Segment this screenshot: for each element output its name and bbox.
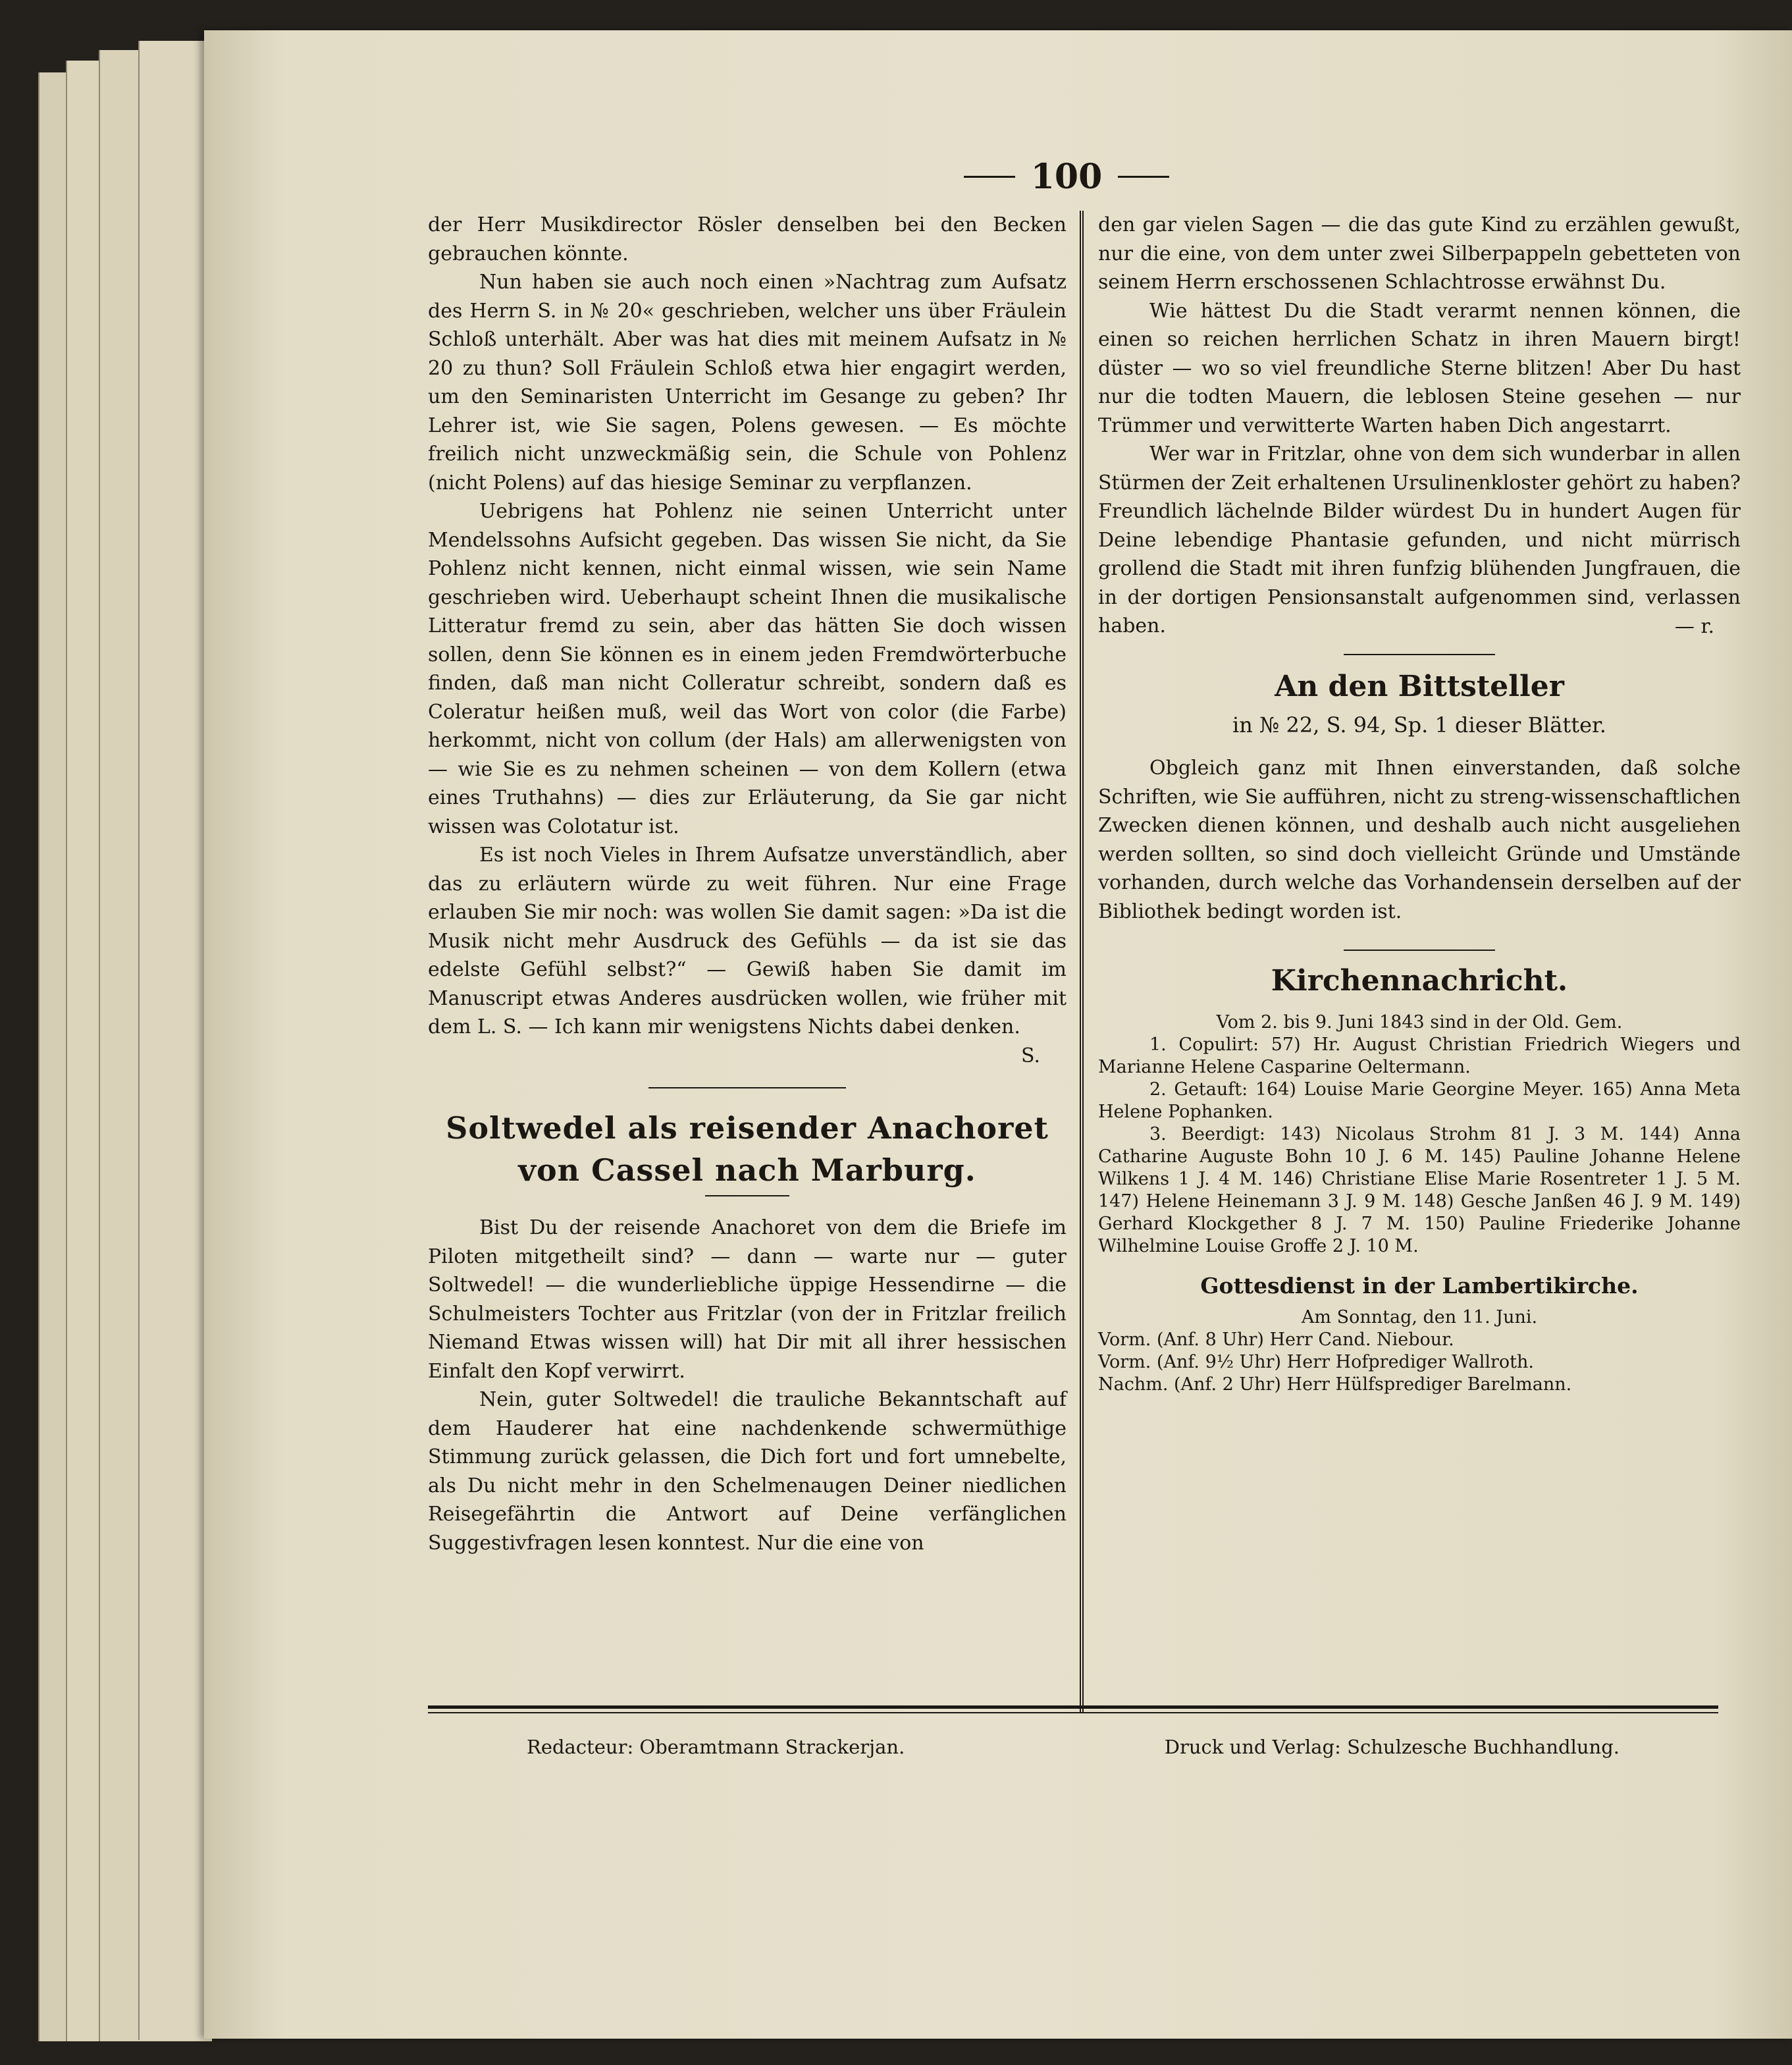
article-paragraph: Bist Du der reisende Anachoret von dem die Briefe im Piloten mitgetheilt sind? — dann — warte nur — guter Soltwedel! — die wunderliebliche üppige Hessendirne — die Schulmeisters Tochter aus Fritzlar (von der in Fritzlar freilich Niemand Etwas wissen will) hat Dir mit all ihrer hessischen Einfalt den Kopf verwirrt.	[428, 1216, 1067, 1383]
right-column	[1098, 211, 1741, 1396]
footer-rule	[428, 1705, 1718, 1713]
section-divider	[1344, 654, 1495, 655]
gottesdienst-title: Gottesdienst in der Lambertikirche.	[1200, 1273, 1639, 1299]
page-number-value: 100	[1030, 156, 1103, 197]
left-paragraph: Es ist noch Vieles in Ihrem Aufsatze unverständlich, aber das zu erläutern würde zu weit führen. Nur eine Frage erlauben Sie mir noch: was wollen Sie damit sagen: »Da ist die Musik nicht mehr Ausdruck des Gefühls — da ist sie das edelste Gefühl selbst?“ — Gewiß haben Sie damit im Manuscript etwas Anderes ausdrücken wollen, wie früher mit dem L. S. — Ich kann mir wenigstens Nichts dabei denken.	[428, 844, 1067, 1038]
title-divider	[705, 1195, 789, 1196]
gottesdienst-item: Nachm. (Anf. 2 Uhr) Herr Hülfsprediger Barelmann.	[1098, 1374, 1572, 1395]
kirchennachricht-item: 1. Copulirt: 57) Hr. August Christian Friedrich Wiegers und Marianne Helene Casparine Oeltermann.	[1098, 1034, 1741, 1077]
kirchennachricht-item: 2. Getauft: 164) Louise Marie Georgine Meyer. 165) Anna Meta Helene Pophanken.	[1098, 1079, 1741, 1122]
page-number-dash	[1118, 176, 1169, 178]
left-paragraph: Nun haben sie auch noch einen »Nachtrag zum Aufsatz des Herrn S. in № 20« geschrieben, welcher uns über Fräulein Schloß unterhält. Aber was hat dies mit meinem Aufsatz in № 20 zu thun? Soll Fräulein Schloß etwa hier engagirt werden, um den Seminaristen Unterricht im Gesange zu geben? Ihr Lehrer ist, wie Sie sagen, Polens gewesen. — Es möchte freilich nicht unzweckmäßig sein, die Schule von Pohlenz (nicht Polens) auf das hiesige Seminar zu verpflanzen.	[428, 271, 1067, 495]
gottesdienst-date: Am Sonntag, den 11. Juni.	[1301, 1307, 1538, 1328]
section-divider	[1344, 950, 1495, 951]
kirchennachricht-intro: Vom 2. bis 9. Juni 1843 sind in der Old. Gem.	[1216, 1012, 1623, 1032]
left-signature: S.	[1020, 1044, 1040, 1067]
right-continuation: den gar vielen Sagen — die das gute Kind zu erzählen gewußt, nur die eine, von dem unter zwei Silberpappeln gebetteten von seinem Herrn erschossenen Schlachtrosse erwähnst Du.	[1098, 213, 1741, 294]
right-signature: — r.	[1674, 614, 1714, 638]
column-divider	[1080, 211, 1084, 1712]
left-paragraph: der Herr Musikdirector Rösler denselben bei den Becken gebrauchen könnte.	[428, 213, 1067, 265]
footer-editor: Redacteur: Oberamtmann Strackerjan.	[527, 1736, 905, 1758]
footer-publisher: Druck und Verlag: Schulzesche Buchhandlung.	[1164, 1736, 1620, 1758]
bittsteller-title: An den Bittsteller	[1275, 670, 1564, 703]
kirchennachricht-title: Kirchennachricht.	[1271, 964, 1568, 998]
right-paragraph: Wie hättest Du die Stadt verarmt nennen können, die einen so reichen herrlichen Schatz in ihren Mauern birgt! düster — wo so viel freundliche Sterne blitzen! Aber Du hast nur die todten Mauern, die leblosen Steine gesehen — nur Trümmer und verwitterte Warten haben Dich angestarrt.	[1098, 299, 1741, 437]
kirchennachricht-item: 3. Beerdigt: 143) Nicolaus Strohm 81 J. 3 M. 144) Anna Catharine Auguste Bohn 10 J. 6 M. 145) Pauline Johanne Helene Wilkens 1 J. 4 M. 146) Christiane Elise Marie Rosentreter 1 J. 5 M. 147) Helene Heinemann 3 J. 9 M. 148) Gesche Janßen 46 J. 9 M. 149) Gerhard Klockgether 8 J. 7 M. 150) Pauline Friederike Johanne Wilhelmine Louise Groffe 2 J. 10 M.	[1098, 1124, 1741, 1256]
bittsteller-subtitle: in № 22, S. 94, Sp. 1 dieser Blätter.	[1232, 712, 1606, 738]
page-stack-edge	[138, 41, 212, 2040]
section-divider	[648, 1087, 846, 1088]
gottesdienst-item: Vorm. (Anf. 9½ Uhr) Herr Hofprediger Wallroth.	[1098, 1352, 1534, 1372]
gottesdienst-item: Vorm. (Anf. 8 Uhr) Herr Cand. Niebour.	[1098, 1329, 1454, 1350]
article-paragraph: Nein, guter Soltwedel! die trauliche Bekanntschaft auf dem Hauderer hat eine nachdenkende schwermüthige Stimmung zurück gelassen, die Dich fort und fort umnebelte, als Du nicht mehr in den Schelmenaugen Deiner niedlichen Reisegefährtin die Antwort auf Deine verfänglichen Suggestivfragen lesen konntest. Nur die eine von	[428, 1388, 1067, 1555]
bittsteller-text: Obgleich ganz mit Ihnen einverstanden, daß solche Schriften, wie Sie aufführen, nicht zu streng-wissenschaftlichen Zwecken dienen können, und deshalb auch nicht ausgeliehen werden sollten, so sind doch vielleicht Gründe und Umstände vorhanden, durch welche das Vorhandensein derselben auf der Bibliothek bedingt worden ist.	[1098, 757, 1741, 923]
page-number	[948, 155, 1185, 198]
left-column	[428, 211, 1067, 1557]
left-paragraph: Uebrigens hat Pohlenz nie seinen Unterricht unter Mendelssohns Aufsicht gegeben. Das wissen Sie nicht, da Sie Pohlenz nicht kennen, nicht einmal wissen, wie sein Name geschrieben wird. Ueberhaupt scheint Ihnen die musikalische Litteratur fremd zu sein, aber das hätten Sie doch wissen sollen, denn Sie können es in einem jeden Fremdwörterbuche finden, daß man nicht Colleratur schreibt, sondern daß es Coleratur heißen muß, weil das Wort von color (die Farbe) herkommt, nicht von collum (der Hals) am allerwenigsten von — wie Sie es zu nehmen scheinen — von dem Kollern (etwa eines Truthahns) — dies zur Erläuterung, da Sie gar nicht wissen was Colotatur ist.	[428, 500, 1067, 838]
footer	[428, 1736, 1718, 1765]
page-number-dash	[964, 176, 1015, 178]
article-title: Soltwedel als reisender Anachoret von Cassel nach Marburg.	[446, 1110, 1049, 1188]
right-paragraph: Wer war in Fritzlar, ohne von dem sich wunderbar in allen Stürmen der Zeit erhaltenen Ursulinenkloster gehört zu haben? Freundlich lächelnde Bilder würdest Du in hundert Augen für Deine lebendige Phantasie gefunden, und nicht mürrisch grollend die Stadt mit ihren funfzig blühenden Jungfrauen, die in der dortigen Pensionsanstalt aufgenommen sind, verlassen haben.	[1098, 443, 1741, 637]
